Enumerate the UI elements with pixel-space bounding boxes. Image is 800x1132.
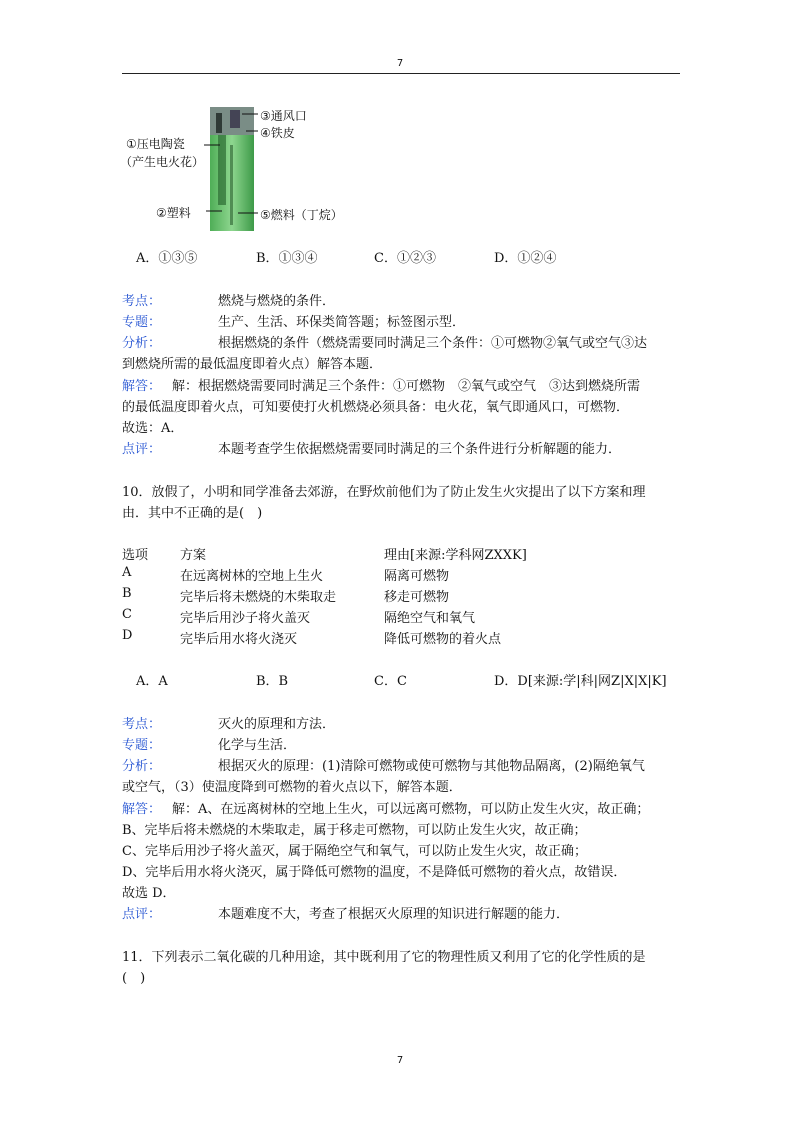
q9-jieda-label: 解答：: [122, 379, 162, 394]
q9-zhuanti-label: 专题：: [122, 315, 162, 330]
label-ceramic-note: （产生电火花）: [120, 155, 205, 169]
q10-option-a: A．A: [136, 674, 168, 689]
q10-fenxi-line1: 根据灭火的原理：(1)清除可燃物或使可燃物与其他物品隔离，(2)隔绝氧气: [218, 759, 645, 774]
q10-stem-line1: 10．放假了，小明和同学准备去郊游，在野炊前他们为了防止发生火灾提出了以下方案和理: [122, 485, 646, 500]
q9-option-b: B．①③④: [256, 251, 318, 266]
table-row-d-key: D: [122, 628, 133, 643]
page-number-top: 7: [396, 58, 404, 69]
q9-fenxi-line1: 根据燃烧的条件（燃烧需要同时满足三个条件：①可燃物②氧气或空气③达: [218, 336, 648, 351]
q10-jieda-label: 解答：: [122, 802, 162, 817]
q10-stem-line2: 由．其中不正确的是( ): [122, 506, 263, 521]
q10-option-b: B．B: [256, 674, 289, 689]
table-row-a-reason: 隔离可燃物: [384, 569, 450, 584]
label-vent: ③通风口: [260, 109, 307, 123]
lighter-figure: [120, 105, 350, 233]
q9-zhuanti: 生产、生活、环保类简答题；标签图示型．: [218, 315, 466, 330]
q10-option-d: D．D[来源:学|科|网Z|X|X|K]: [494, 674, 667, 689]
q9-dianping-label: 点评：: [122, 442, 162, 457]
table-row-b-reason: 移走可燃物: [384, 590, 450, 605]
q10-kaodian: 灭火的原理和方法．: [218, 717, 336, 732]
table-header-option: 选项: [122, 548, 149, 563]
q10-zhuanti-label: 专题：: [122, 738, 162, 753]
q11-stem-line2: ( ): [122, 971, 146, 986]
q10-dianping: 本题难度不大，考查了根据灭火原理的知识进行解题的能力．: [218, 907, 570, 922]
table-row-d-reason: 降低可燃物的着火点: [384, 632, 502, 647]
header-rule: [122, 73, 680, 74]
q9-kaodian-label: 考点：: [122, 294, 162, 309]
q10-dianping-label: 点评：: [122, 907, 162, 922]
table-row-c-key: C: [122, 607, 132, 622]
q9-fenxi-line2: 到燃烧所需的最低温度即着火点）解答本题．: [122, 357, 383, 372]
q9-jieda-line1: 解：根据燃烧需要同时满足三个条件：①可燃物 ②氧气或空气 ③达到燃烧所需: [172, 379, 641, 394]
q11-stem-line1: 11．下列表示二氧化碳的几种用途，其中既利用了它的物理性质又利用了它的化学性质的是: [122, 950, 646, 965]
q9-jieda-line3: 故选：A．: [122, 421, 184, 436]
q10-jieda-line4: D、完毕后用水将火浇灭，属于降低可燃物的温度，不是降低可燃物的着火点，故错误．: [122, 865, 627, 880]
q9-option-c: C．①②③: [374, 251, 436, 266]
label-plastic: ②塑料: [156, 206, 191, 220]
q10-fenxi-label: 分析：: [122, 759, 162, 774]
q10-fenxi-line2: 或空气，（3）使温度降到可燃物的着火点以下，解答本题．: [122, 780, 462, 795]
table-row-c-reason: 隔绝空气和氧气: [384, 611, 476, 626]
table-header-plan: 方案: [180, 548, 207, 563]
q10-jieda-line5: 故选 D．: [122, 886, 176, 901]
page-number-bottom: 7: [396, 1055, 404, 1066]
q9-fenxi-label: 分析：: [122, 336, 162, 351]
table-row-c-plan: 完毕后用沙子将火盖灭: [180, 611, 311, 626]
q9-option-d: D．①②④: [494, 251, 557, 266]
q9-dianping: 本题考查学生依据燃烧需要同时满足的三个条件进行分析解题的能力．: [218, 442, 622, 457]
q10-zhuanti: 化学与生活．: [218, 738, 297, 753]
label-fuel: ⑤燃料（丁烷）: [260, 208, 343, 222]
table-row-a-plan: 在远离树林的空地上生火: [180, 569, 324, 584]
table-row-b-plan: 完毕后将未燃烧的木柴取走: [180, 590, 337, 605]
q9-kaodian: 燃烧与燃烧的条件．: [218, 294, 336, 309]
q9-option-a: A．①③⑤: [136, 251, 198, 266]
table-header-reason: 理由[来源:学科网ZXXK]: [384, 548, 527, 563]
q10-jieda-line3: C、完毕后用沙子将火盖灭，属于隔绝空气和氧气，可以防止发生火灾，故正确；: [122, 844, 587, 859]
q10-jieda-line1: 解：A、在远离树林的空地上生火，可以远离可燃物，可以防止发生火灾，故正确；: [172, 802, 650, 817]
label-ceramic: ①压电陶瓷: [126, 137, 185, 151]
q10-option-c: C．C: [374, 674, 407, 689]
q10-kaodian-label: 考点：: [122, 717, 162, 732]
table-row-d-plan: 完毕后用水将火浇灭: [180, 632, 298, 647]
table-row-a-key: A: [122, 565, 132, 580]
q9-jieda-line2: 的最低温度即着火点，可知要使打火机燃烧必须具备：电火花，氧气即通风口，可燃物．: [122, 400, 630, 415]
label-iron: ④铁皮: [260, 126, 295, 140]
table-row-b-key: B: [122, 586, 132, 601]
q10-jieda-line2: B、完毕后将未燃烧的木柴取走，属于移走可燃物，可以防止发生火灾，故正确；: [122, 823, 587, 838]
